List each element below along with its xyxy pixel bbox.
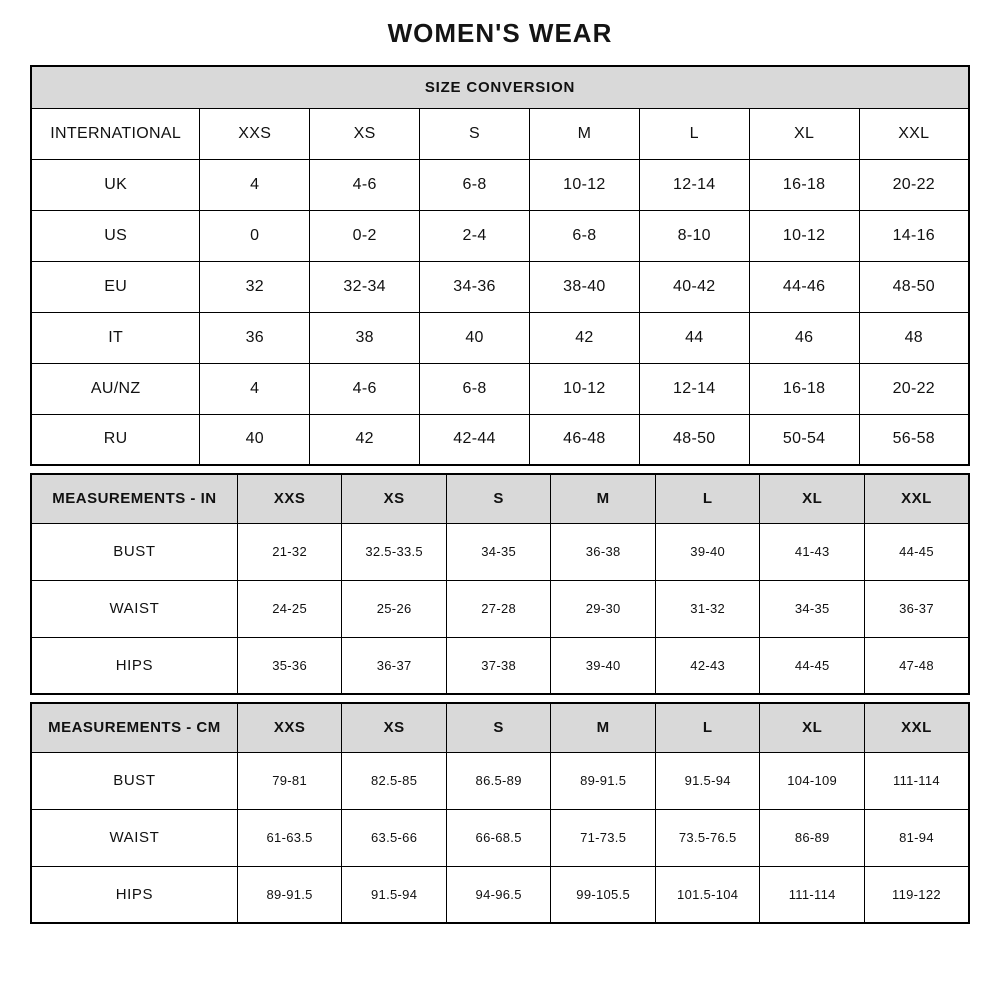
column-header-xxl: XXL xyxy=(859,108,969,159)
column-header-s: S xyxy=(420,108,530,159)
table-cell: 94-96.5 xyxy=(446,866,551,923)
table-cell: 40 xyxy=(420,312,530,363)
table-row xyxy=(31,312,969,363)
table-cell: 16-18 xyxy=(749,159,859,210)
table-cell: 71-73.5 xyxy=(551,809,656,866)
table-cell: 42-44 xyxy=(420,414,530,465)
table-cell: 6-8 xyxy=(420,363,530,414)
table-cell: 10-12 xyxy=(529,363,639,414)
size-header-s: S xyxy=(446,474,551,523)
table-cell: 8-10 xyxy=(639,210,749,261)
row-label: AU/NZ xyxy=(31,363,200,414)
table-cell: 38 xyxy=(310,312,420,363)
table-row xyxy=(31,752,969,809)
table-cell: 32 xyxy=(200,261,310,312)
table-cell: 35-36 xyxy=(237,637,342,694)
column-header-international: INTERNATIONAL xyxy=(31,108,200,159)
table-row xyxy=(31,866,969,923)
measurements-in-table xyxy=(30,473,970,695)
size-header-xl: XL xyxy=(760,703,865,752)
table-cell: 36-37 xyxy=(342,637,447,694)
table-row xyxy=(31,210,969,261)
table-cell: 48-50 xyxy=(859,261,969,312)
table-cell: 101.5-104 xyxy=(655,866,760,923)
table-cell: 66-68.5 xyxy=(446,809,551,866)
table-cell: 79-81 xyxy=(237,752,342,809)
table-cell: 44-46 xyxy=(749,261,859,312)
table-cell: 91.5-94 xyxy=(342,866,447,923)
table-cell: 40-42 xyxy=(639,261,749,312)
size-header-l: L xyxy=(655,703,760,752)
table-cell: 111-114 xyxy=(864,752,969,809)
size-header-m: M xyxy=(551,474,656,523)
table-cell: 36-37 xyxy=(864,580,969,637)
column-header-xxs: XXS xyxy=(200,108,310,159)
size-header-m: M xyxy=(551,703,656,752)
size-header-xxl: XXL xyxy=(864,703,969,752)
size-header-xxs: XXS xyxy=(237,474,342,523)
column-header-row xyxy=(31,108,969,159)
table-cell: 99-105.5 xyxy=(551,866,656,923)
size-header-l: L xyxy=(655,474,760,523)
table-cell: 63.5-66 xyxy=(342,809,447,866)
size-header-xs: XS xyxy=(342,703,447,752)
table-cell: 14-16 xyxy=(859,210,969,261)
row-label: UK xyxy=(31,159,200,210)
table-cell: 34-36 xyxy=(420,261,530,312)
row-label: EU xyxy=(31,261,200,312)
table-cell: 20-22 xyxy=(859,363,969,414)
measurements-cm-header-row xyxy=(31,703,969,752)
table-row xyxy=(31,159,969,210)
table-cell: 36-38 xyxy=(551,523,656,580)
table-cell: 48 xyxy=(859,312,969,363)
row-label: RU xyxy=(31,414,200,465)
row-label: WAIST xyxy=(31,809,237,866)
table-row xyxy=(31,363,969,414)
table-cell: 29-30 xyxy=(551,580,656,637)
row-label: BUST xyxy=(31,752,237,809)
table-cell: 86.5-89 xyxy=(446,752,551,809)
table-row xyxy=(31,809,969,866)
table-row xyxy=(31,637,969,694)
row-label: WAIST xyxy=(31,580,237,637)
table-row xyxy=(31,580,969,637)
table-cell: 44-45 xyxy=(864,523,969,580)
table-cell: 111-114 xyxy=(760,866,865,923)
table-cell: 16-18 xyxy=(749,363,859,414)
table-cell: 40 xyxy=(200,414,310,465)
table-cell: 89-91.5 xyxy=(551,752,656,809)
table-cell: 86-89 xyxy=(760,809,865,866)
size-conversion-title: SIZE CONVERSION xyxy=(31,66,969,108)
table-row xyxy=(31,414,969,465)
table-cell: 82.5-85 xyxy=(342,752,447,809)
table-cell: 4-6 xyxy=(310,159,420,210)
table-cell: 34-35 xyxy=(760,580,865,637)
table-cell: 24-25 xyxy=(237,580,342,637)
table-cell: 0-2 xyxy=(310,210,420,261)
measurements-cm-table xyxy=(30,702,970,924)
table-cell: 12-14 xyxy=(639,363,749,414)
table-cell: 39-40 xyxy=(655,523,760,580)
table-cell: 50-54 xyxy=(749,414,859,465)
size-header-xxs: XXS xyxy=(237,703,342,752)
size-header-s: S xyxy=(446,703,551,752)
table-cell: 32-34 xyxy=(310,261,420,312)
row-label: HIPS xyxy=(31,866,237,923)
size-header-xxl: XXL xyxy=(864,474,969,523)
row-label: HIPS xyxy=(31,637,237,694)
table-cell: 104-109 xyxy=(760,752,865,809)
table-cell: 42-43 xyxy=(655,637,760,694)
table-cell: 81-94 xyxy=(864,809,969,866)
table-cell: 42 xyxy=(529,312,639,363)
measurements-cm-title: MEASUREMENTS - CM xyxy=(31,703,237,752)
size-conversion-table xyxy=(30,65,970,466)
column-header-m: M xyxy=(529,108,639,159)
table-cell: 6-8 xyxy=(420,159,530,210)
table-cell: 46 xyxy=(749,312,859,363)
table-cell: 89-91.5 xyxy=(237,866,342,923)
table-cell: 46-48 xyxy=(529,414,639,465)
table-cell: 20-22 xyxy=(859,159,969,210)
table-cell: 4 xyxy=(200,159,310,210)
table-cell: 119-122 xyxy=(864,866,969,923)
table-cell: 0 xyxy=(200,210,310,261)
column-header-l: L xyxy=(639,108,749,159)
table-cell: 61-63.5 xyxy=(237,809,342,866)
column-header-xl: XL xyxy=(749,108,859,159)
table-row xyxy=(31,523,969,580)
table-cell: 4 xyxy=(200,363,310,414)
row-label: BUST xyxy=(31,523,237,580)
measurements-in-header-row xyxy=(31,474,969,523)
table-cell: 10-12 xyxy=(529,159,639,210)
table-cell: 36 xyxy=(200,312,310,363)
table-cell: 25-26 xyxy=(342,580,447,637)
table-cell: 56-58 xyxy=(859,414,969,465)
table-cell: 39-40 xyxy=(551,637,656,694)
table-cell: 38-40 xyxy=(529,261,639,312)
table-cell: 48-50 xyxy=(639,414,749,465)
table-cell: 31-32 xyxy=(655,580,760,637)
table-cell: 4-6 xyxy=(310,363,420,414)
table-cell: 27-28 xyxy=(446,580,551,637)
table-row xyxy=(31,261,969,312)
table-cell: 42 xyxy=(310,414,420,465)
table-cell: 37-38 xyxy=(446,637,551,694)
column-header-xs: XS xyxy=(310,108,420,159)
size-header-xl: XL xyxy=(760,474,865,523)
table-cell: 2-4 xyxy=(420,210,530,261)
size-header-xs: XS xyxy=(342,474,447,523)
page-title: WOMEN'S WEAR xyxy=(387,18,613,48)
table-cell: 21-32 xyxy=(237,523,342,580)
row-label: IT xyxy=(31,312,200,363)
table-cell: 10-12 xyxy=(749,210,859,261)
measurements-in-title: MEASUREMENTS - IN xyxy=(31,474,237,523)
table-cell: 34-35 xyxy=(446,523,551,580)
row-label: US xyxy=(31,210,200,261)
table-cell: 41-43 xyxy=(760,523,865,580)
table-cell: 91.5-94 xyxy=(655,752,760,809)
table-cell: 47-48 xyxy=(864,637,969,694)
table-cell: 44-45 xyxy=(760,637,865,694)
table-cell: 73.5-76.5 xyxy=(655,809,760,866)
table-cell: 12-14 xyxy=(639,159,749,210)
table-cell: 32.5-33.5 xyxy=(342,523,447,580)
table-title-row xyxy=(31,66,969,108)
table-cell: 44 xyxy=(639,312,749,363)
table-cell: 6-8 xyxy=(529,210,639,261)
